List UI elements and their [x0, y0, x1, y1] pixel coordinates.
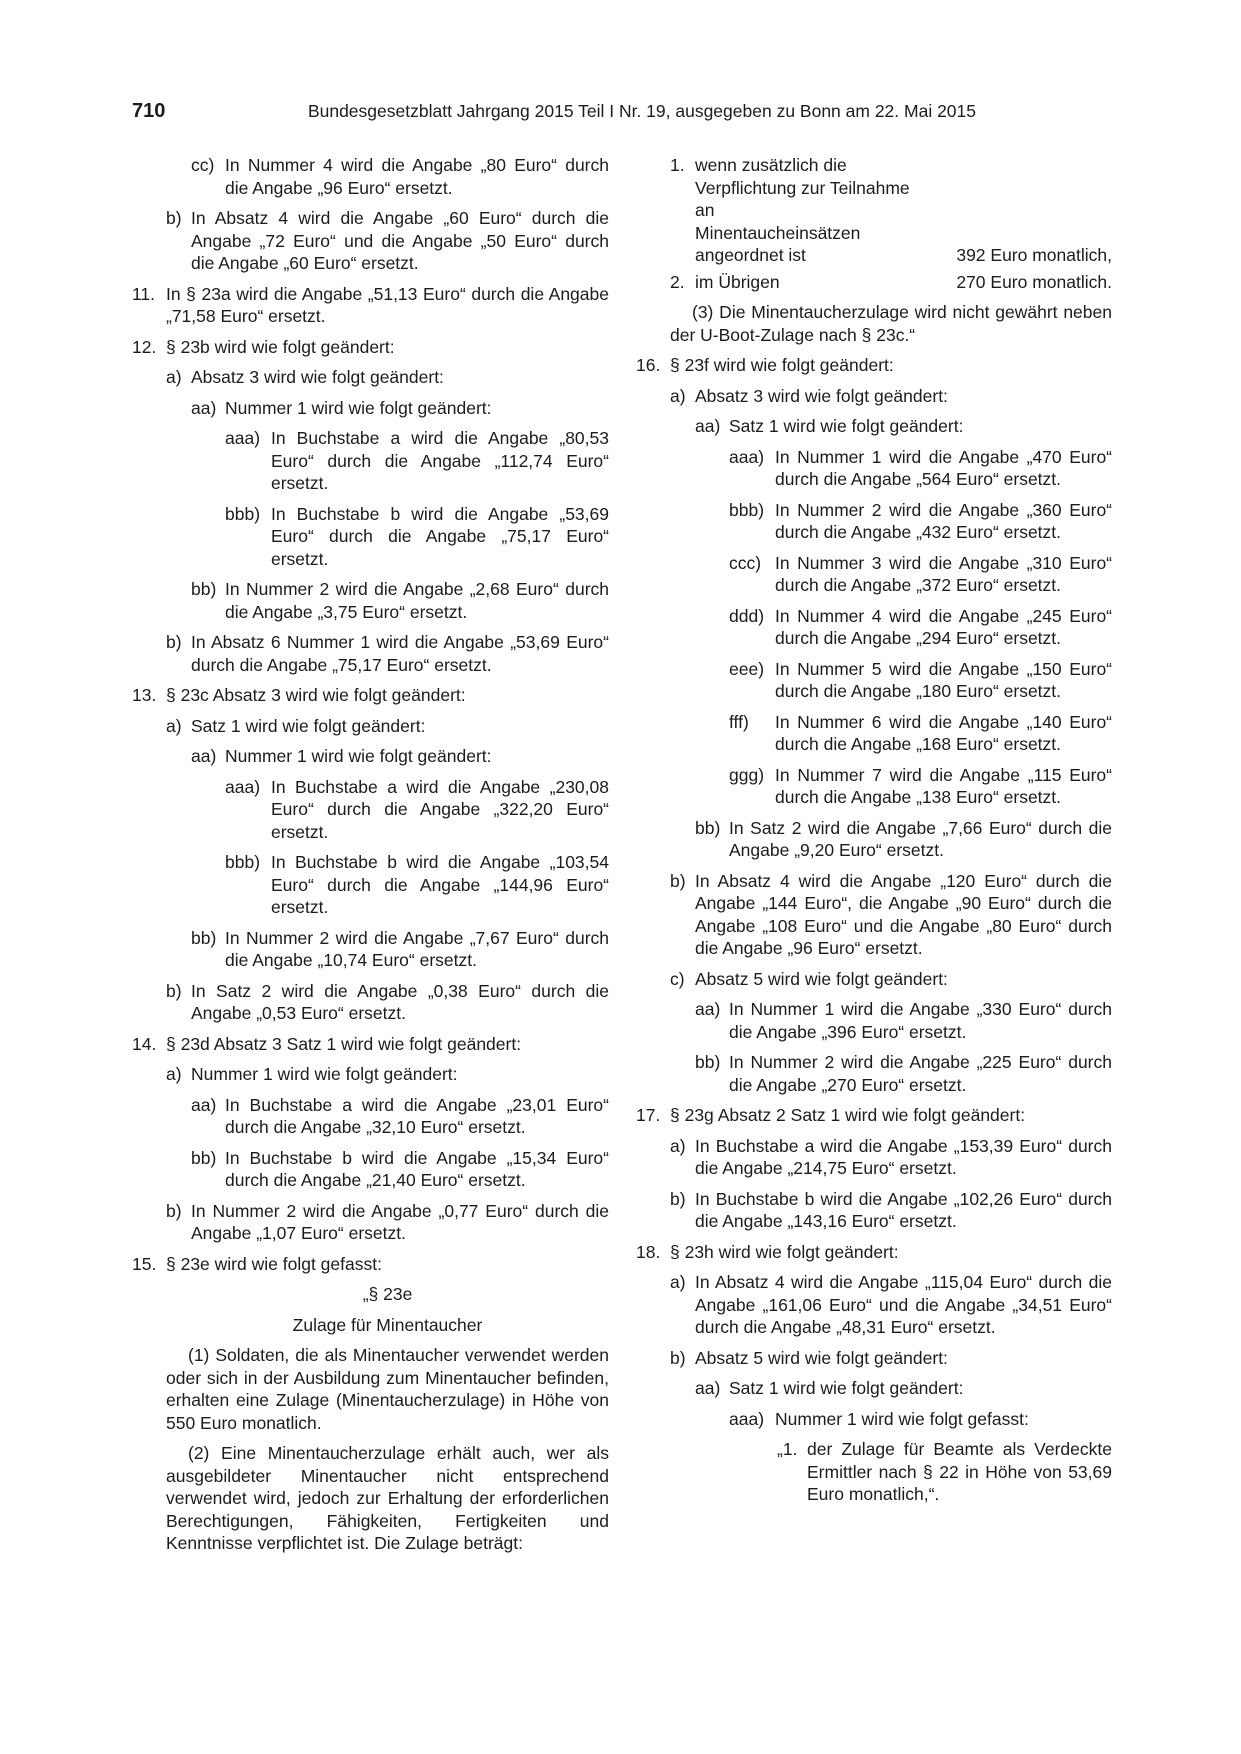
- left-column: [132, 154, 609, 1563]
- amendment-item: [670, 385, 1112, 408]
- amendment-item: [191, 1147, 609, 1192]
- item-label: bb): [695, 817, 721, 838]
- item-label: fff): [729, 711, 749, 732]
- item-text: In Nummer 3 wird die Angabe „310 Euro“ durch die Angabe „372 Euro“ ersetzt.: [775, 552, 1112, 595]
- item-label: 16.: [636, 355, 661, 375]
- item-label: 2.: [670, 271, 685, 292]
- amendment-item: [670, 1271, 1112, 1339]
- amendment-item: [225, 776, 609, 844]
- item-label: a): [670, 1272, 686, 1292]
- item-text: In Nummer 6 wird die Angabe „140 Euro“ durch die Angabe „168 Euro“ ersetzt.: [775, 711, 1112, 754]
- amendment-item: [132, 1253, 609, 1276]
- amendment-item: [729, 446, 1112, 491]
- item-text: In Buchstabe b wird die Angabe „102,26 Euro“ durch die Angabe „143,16 Euro“ ersetzt.: [695, 1188, 1112, 1231]
- item-label: aa): [191, 746, 217, 766]
- page-header: [132, 100, 976, 128]
- item-text: wenn zusätzlich die Verpflichtung zur Teilnahme an: [695, 155, 910, 220]
- item-text: In Buchstabe b wird die Angabe „53,69 Euro“ durch die Angabe „75,17 Euro“ ersetzt.: [271, 503, 609, 569]
- item-label: a): [670, 385, 686, 406]
- item-label: a): [166, 1064, 182, 1084]
- amendment-item: [191, 397, 609, 420]
- item-text: In Nummer 2 wird die Angabe „7,67 Euro“ durch die Angabe „10,74 Euro“ ersetzt.: [225, 927, 609, 970]
- item-label: aaa): [729, 446, 765, 467]
- item-label: aaa): [225, 776, 261, 797]
- item-label: a): [166, 367, 182, 387]
- amendment-item: [695, 998, 1112, 1043]
- amendment-item: [636, 1241, 1112, 1264]
- item-text: In Nummer 1 wird die Angabe „330 Euro“ durch die Angabe „396 Euro“ ersetzt.: [729, 999, 1112, 1042]
- item-label: c): [670, 968, 685, 989]
- item-label: 18.: [636, 1241, 661, 1262]
- item-text: In Absatz 4 wird die Angabe „120 Euro“ durch die Angabe „144 Euro“, die Angabe „90 Euro“ durch die Angabe „108 Euro“ und die Angabe „80 Euro“ durch die Angabe „96 Euro“ ersetzt.: [695, 870, 1112, 958]
- item-text: Absatz 3 wird wie folgt geändert:: [191, 367, 444, 387]
- amount-value: 270 Euro monatlich.: [956, 271, 1112, 292]
- item-text-cont: Minentaucheinsätzen: [695, 222, 861, 243]
- amendment-item: [132, 283, 609, 328]
- item-text: Absatz 5 wird wie folgt geändert:: [695, 968, 948, 989]
- right-column: [636, 154, 1112, 1514]
- item-text: Satz 1 wird wie folgt geändert:: [191, 715, 426, 736]
- item-label: aa): [695, 1378, 721, 1398]
- amendment-item: [670, 1188, 1112, 1233]
- item-text: In Absatz 4 wird die Angabe „60 Euro“ durch die Angabe „72 Euro“ und die Angabe „50 Euro“ durch die Angabe „60 Euro“ ersetzt.: [191, 208, 609, 273]
- item-label: 14.: [132, 1033, 157, 1054]
- item-label: ccc): [729, 552, 762, 573]
- item-label: bbb): [729, 499, 765, 520]
- amendment-item: [695, 817, 1112, 862]
- item-text: In Nummer 7 wird die Angabe „115 Euro“ durch die Angabe „138 Euro“ ersetzt.: [775, 764, 1112, 807]
- amendment-item: [695, 1377, 1112, 1400]
- amendment-item: [670, 1347, 1112, 1370]
- item-label: b): [166, 208, 182, 228]
- item-text: Absatz 5 wird wie folgt geändert:: [695, 1347, 948, 1368]
- running-title: Bundesgesetzblatt Jahrgang 2015 Teil I Nr. 19, ausgegeben zu Bonn am 22. Mai 2015: [307, 101, 976, 121]
- item-text: § 23e wird wie folgt gefasst:: [166, 1253, 382, 1274]
- item-label: 11.: [132, 283, 156, 304]
- item-text: der Zulage für Beamte als Verdeckte Ermittler nach § 22 in Höhe von 53,69 Euro monatlich,“.: [807, 1439, 1112, 1504]
- amendment-item: [729, 711, 1112, 756]
- item-label: eee): [729, 658, 765, 679]
- amendment-item: [225, 427, 609, 495]
- item-label: bbb): [225, 852, 261, 872]
- paragraph-3: (3) Die Minentaucherzulage wird nicht gewährt neben der U-Boot-Zulage nach § 23c.“: [670, 302, 1112, 345]
- amendment-item: [695, 1051, 1112, 1096]
- item-text: Nummer 1 wird wie folgt geändert:: [191, 1064, 458, 1084]
- item-label: cc): [191, 155, 215, 175]
- item-label: a): [670, 1135, 686, 1156]
- item-label: bb): [191, 579, 217, 599]
- paragraph-1: (1) Soldaten, die als Minentaucher verwendet werden oder sich in der Ausbildung zum Minentaucher befinden, erhalten eine Zulage (Minentaucherzulage) in Höhe von 550 Euro monatlich.: [166, 1345, 609, 1433]
- item-label: ggg): [729, 764, 765, 785]
- item-label: ddd): [729, 605, 765, 626]
- item-text: In Satz 2 wird die Angabe „7,66 Euro“ durch die Angabe „9,20 Euro“ ersetzt.: [729, 817, 1112, 860]
- item-text: In Absatz 6 Nummer 1 wird die Angabe „53,69 Euro“ durch die Angabe „75,17 Euro“ ersetzt.: [191, 632, 609, 675]
- item-label: b): [670, 870, 686, 891]
- item-text: Satz 1 wird wie folgt geändert:: [729, 416, 964, 436]
- amendment-item: [636, 1104, 1112, 1127]
- item-text: § 23d Absatz 3 Satz 1 wird wie folgt geändert:: [166, 1033, 522, 1054]
- allowance-item-1: [670, 154, 1112, 267]
- item-text: In Buchstabe a wird die Angabe „153,39 Euro“ durch die Angabe „214,75 Euro“ ersetzt.: [695, 1135, 1112, 1178]
- amendment-item: [166, 1063, 609, 1086]
- item-text: In Nummer 2 wird die Angabe „225 Euro“ durch die Angabe „270 Euro“ ersetzt.: [729, 1052, 1112, 1095]
- amendment-item: [191, 927, 609, 972]
- amendment-item: [132, 1033, 609, 1056]
- item-label: b): [670, 1347, 686, 1368]
- item-label: aa): [191, 397, 217, 418]
- amendment-item: [729, 658, 1112, 703]
- item-label: b): [166, 1200, 182, 1221]
- item-text: § 23h wird wie folgt geändert:: [670, 1241, 899, 1262]
- item-text: § 23g Absatz 2 Satz 1 wird wie folgt geändert:: [670, 1105, 1026, 1125]
- amendment-item: [729, 605, 1112, 650]
- amendment-item: [166, 207, 609, 275]
- amendment-item: [132, 336, 609, 359]
- item-text: In Buchstabe a wird die Angabe „80,53 Euro“ durch die Angabe „112,74 Euro“ ersetzt.: [271, 428, 609, 493]
- item-text: In Nummer 5 wird die Angabe „150 Euro“ durch die Angabe „180 Euro“ ersetzt.: [775, 658, 1112, 701]
- item-label: aa): [695, 999, 721, 1019]
- amendment-item: [166, 366, 609, 389]
- item-text: In Nummer 1 wird die Angabe „470 Euro“ durch die Angabe „564 Euro“ ersetzt.: [775, 446, 1112, 489]
- item-label: „1.: [777, 1439, 798, 1459]
- item-label: a): [166, 715, 182, 736]
- amendment-item: [225, 851, 609, 919]
- amendment-item: [166, 1200, 609, 1245]
- amendment-item: [670, 968, 1112, 991]
- item-label: bbb): [225, 503, 261, 524]
- item-label: aa): [695, 416, 721, 436]
- item-label: bb): [191, 927, 217, 948]
- amendment-item: [191, 578, 609, 623]
- paragraph-2: (2) Eine Minentaucherzulage erhält auch, wer als ausgebildeter Minentaucher nicht entsprechend verwendet wird, jedoch zur Erhaltung der erforderlichen Berechtigungen, Fähigkeiten, Fertigkeiten und Kenntnisse verpflichtet ist. Die Zulage beträgt:: [166, 1443, 609, 1553]
- item-label: 15.: [132, 1253, 157, 1274]
- item-text: In Buchstabe b wird die Angabe „15,34 Euro“ durch die Angabe „21,40 Euro“ ersetzt.: [225, 1147, 609, 1190]
- item-label: b): [166, 632, 182, 652]
- amendment-item: [777, 1438, 1112, 1506]
- item-label: bb): [695, 1052, 721, 1072]
- amendment-item: [166, 631, 609, 676]
- item-label: bb): [191, 1147, 217, 1168]
- amendment-item: [132, 684, 609, 707]
- item-text: In Buchstabe a wird die Angabe „23,01 Euro“ durch die Angabe „32,10 Euro“ ersetzt.: [225, 1094, 609, 1137]
- item-text: Nummer 1 wird wie folgt gefasst:: [775, 1408, 1029, 1429]
- item-label: 12.: [132, 336, 157, 357]
- page-number: 710: [132, 100, 166, 122]
- item-label: b): [166, 980, 182, 1001]
- item-label: 1.: [670, 155, 685, 175]
- amendment-item: [191, 745, 609, 768]
- item-text-cont: angeordnet ist: [695, 245, 806, 265]
- item-text: § 23b wird wie folgt geändert:: [166, 336, 395, 357]
- item-text: In Nummer 2 wird die Angabe „360 Euro“ durch die Angabe „432 Euro“ ersetzt.: [775, 499, 1112, 542]
- item-text: In Absatz 4 wird die Angabe „115,04 Euro“ durch die Angabe „161,06 Euro“ und die Angabe „34,51 Euro“ durch die Angabe „48,31 Euro“ ersetzt.: [695, 1272, 1112, 1337]
- item-text: § 23f wird wie folgt geändert:: [670, 355, 894, 375]
- item-label: aa): [191, 1094, 217, 1115]
- amendment-item: [695, 415, 1112, 438]
- item-label: aaa): [225, 428, 261, 448]
- section-heading: „§ 23e: [362, 1284, 413, 1304]
- item-text: Nummer 1 wird wie folgt geändert:: [225, 397, 492, 418]
- amendment-item: [729, 764, 1112, 809]
- item-text: Absatz 3 wird wie folgt geändert:: [695, 385, 948, 406]
- item-text: In Nummer 4 wird die Angabe „245 Euro“ durch die Angabe „294 Euro“ ersetzt.: [775, 605, 1112, 648]
- amendment-item: [729, 552, 1112, 597]
- amendment-item: [670, 870, 1112, 960]
- amendment-item: [166, 715, 609, 738]
- item-text: § 23c Absatz 3 wird wie folgt geändert:: [166, 685, 466, 705]
- allowance-item-2: [670, 271, 1112, 294]
- item-text: In § 23a wird die Angabe „51,13 Euro“ durch die Angabe „71,58 Euro“ ersetzt.: [166, 283, 609, 326]
- amendment-item: [670, 1135, 1112, 1180]
- amendment-item: [636, 354, 1112, 377]
- section-title: Zulage für Minentaucher: [292, 1314, 483, 1335]
- item-text: In Satz 2 wird die Angabe „0,38 Euro“ durch die Angabe „0,53 Euro“ ersetzt.: [191, 980, 609, 1023]
- item-text: In Buchstabe b wird die Angabe „103,54 Euro“ durch die Angabe „144,96 Euro“ ersetzt.: [271, 852, 609, 917]
- item-label: 13.: [132, 685, 157, 705]
- item-text: In Nummer 2 wird die Angabe „2,68 Euro“ durch die Angabe „3,75 Euro“ ersetzt.: [225, 579, 609, 622]
- amendment-item: [191, 1094, 609, 1139]
- amendment-item: [191, 154, 609, 199]
- item-text: Satz 1 wird wie folgt geändert:: [729, 1378, 964, 1398]
- amount-value: 392 Euro monatlich,: [956, 245, 1112, 265]
- item-label: b): [670, 1188, 686, 1209]
- item-text: In Nummer 2 wird die Angabe „0,77 Euro“ durch die Angabe „1,07 Euro“ ersetzt.: [191, 1200, 609, 1243]
- item-text: Nummer 1 wird wie folgt geändert:: [225, 746, 492, 766]
- item-label: 17.: [636, 1105, 661, 1125]
- item-text: im Übrigen: [695, 271, 780, 292]
- item-text: In Nummer 4 wird die Angabe „80 Euro“ durch die Angabe „96 Euro“ ersetzt.: [225, 155, 609, 198]
- amendment-item: [729, 499, 1112, 544]
- item-label: aaa): [729, 1408, 765, 1429]
- item-text: In Buchstabe a wird die Angabe „230,08 Euro“ durch die Angabe „322,20 Euro“ ersetzt.: [271, 776, 609, 842]
- amendment-item: [225, 503, 609, 571]
- amendment-item: [166, 980, 609, 1025]
- amendment-item: [729, 1408, 1112, 1431]
